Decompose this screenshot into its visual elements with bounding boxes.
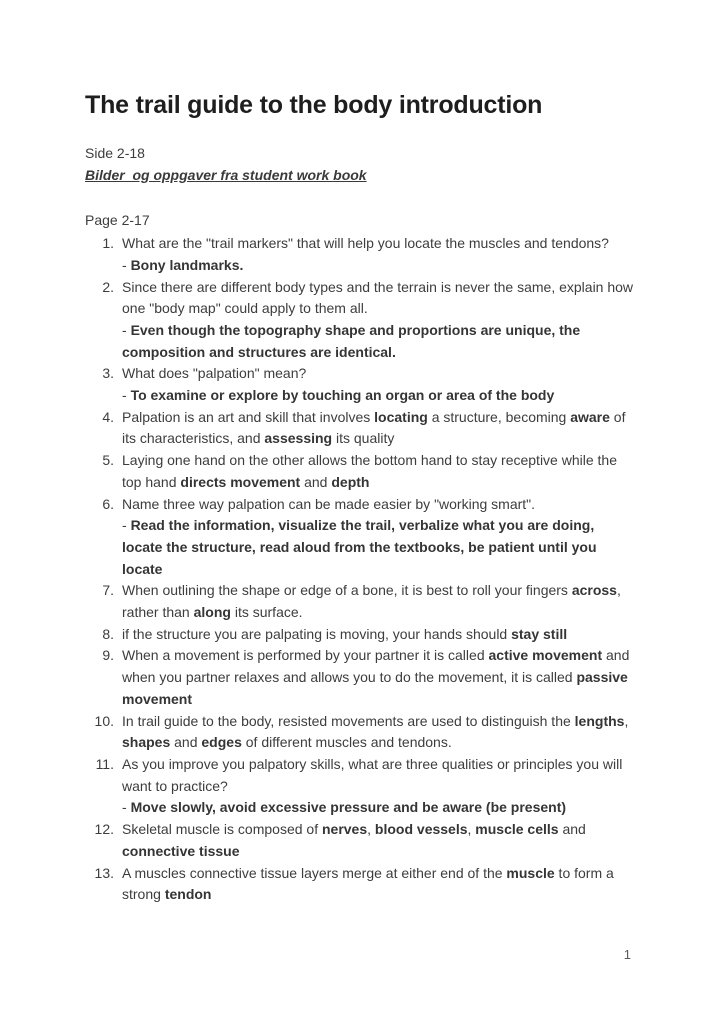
question-body bbox=[122, 450, 635, 493]
question-item bbox=[85, 624, 635, 646]
question-text: What does "palpation" mean? bbox=[122, 365, 307, 382]
question-text: if the structure you are palpating is moving, your hands should stay still bbox=[122, 625, 568, 642]
side-reference: Side 2-18 bbox=[85, 145, 145, 161]
question-number: 9. bbox=[102, 647, 114, 664]
question-text: When outlining the shape or edge of a bone, it is best to roll your fingers across, rather than along its surface. bbox=[122, 582, 621, 621]
question-text: What are the "trail markers" that will help you locate the muscles and tendons? bbox=[122, 235, 609, 252]
question-number: 13. bbox=[94, 864, 114, 881]
question-number: 12. bbox=[94, 821, 114, 838]
question-text: As you improve you palpatory skills, what are three qualities or principles you will want to practice? bbox=[122, 755, 623, 794]
question-item bbox=[85, 754, 635, 819]
source-note: Bilder og oppgaver fra student work book bbox=[85, 166, 367, 183]
answer-text: - Bony landmarks. bbox=[122, 256, 244, 273]
question-body bbox=[122, 624, 635, 646]
question-number: 7. bbox=[102, 582, 114, 599]
question-list bbox=[85, 233, 635, 906]
question-item bbox=[85, 819, 635, 862]
question-number: 2. bbox=[102, 278, 114, 295]
answer-text: - To examine or explore by touching an organ or area of the body bbox=[122, 387, 555, 404]
question-item bbox=[85, 645, 635, 710]
question-text: Laying one hand on the other allows the bottom hand to stay receptive while the top hand directs movement and depth bbox=[122, 452, 617, 490]
question-item bbox=[85, 363, 635, 406]
question-body bbox=[122, 277, 635, 364]
question-text: A muscles connective tissue layers merge at either end of the muscle to form a strong tendon bbox=[122, 864, 614, 903]
question-text: When a movement is performed by your partner it is called active movement and when you partner relaxes and allows you to do the movement, it is called passive movement bbox=[122, 647, 630, 707]
answer-text: - Move slowly, avoid excessive pressure and be aware (be present) bbox=[122, 799, 567, 816]
question-body bbox=[122, 645, 635, 710]
question-item bbox=[85, 450, 635, 493]
question-item bbox=[85, 863, 635, 906]
question-body bbox=[122, 819, 635, 862]
question-number: 1. bbox=[102, 235, 114, 252]
page-number: 1 bbox=[623, 947, 631, 962]
question-body bbox=[122, 494, 635, 581]
question-text: In trail guide to the body, resisted movements are used to distinguish the lengths, shapes and edges of different muscles and tendons. bbox=[122, 712, 629, 751]
question-body bbox=[122, 580, 635, 623]
question-item bbox=[85, 233, 635, 276]
answer-text: - Read the information, visualize the trail, verbalize what you are doing, locate the structure, read aloud from the textbooks, be patient until you locate bbox=[122, 517, 597, 577]
question-item bbox=[85, 407, 635, 450]
question-text: Since there are different body types and the terrain is never the same, explain how one "body map" could apply to them all. bbox=[122, 278, 634, 317]
question-item bbox=[85, 711, 635, 754]
page-title: The trail guide to the body introduction bbox=[85, 91, 543, 119]
section-label: Page 2-17 bbox=[85, 212, 150, 229]
question-number: 8. bbox=[102, 625, 114, 642]
question-body bbox=[122, 407, 635, 450]
question-number: 6. bbox=[102, 495, 114, 512]
question-text: Name three way palpation can be made easier by "working smart". bbox=[122, 495, 536, 512]
question-text: Skeletal muscle is composed of nerves, blood vessels, muscle cells and connective tissue bbox=[122, 821, 586, 859]
question-body bbox=[122, 363, 635, 406]
question-number: 4. bbox=[102, 408, 114, 425]
question-body bbox=[122, 754, 635, 819]
question-text: Palpation is an art and skill that involves locating a structure, becoming aware of its characteristics, and assessing its quality bbox=[122, 408, 626, 447]
question-body bbox=[122, 233, 635, 276]
question-body bbox=[122, 711, 635, 754]
question-item bbox=[85, 580, 635, 623]
question-item bbox=[85, 277, 635, 364]
answer-text: - Even though the topography shape and proportions are unique, the composition and structures are identical. bbox=[122, 321, 581, 360]
question-number: 10. bbox=[94, 712, 114, 729]
question-number: 5. bbox=[102, 452, 114, 469]
question-item bbox=[85, 494, 635, 581]
question-body bbox=[122, 863, 635, 906]
question-number: 11. bbox=[95, 755, 114, 772]
question-number: 3. bbox=[102, 365, 114, 382]
